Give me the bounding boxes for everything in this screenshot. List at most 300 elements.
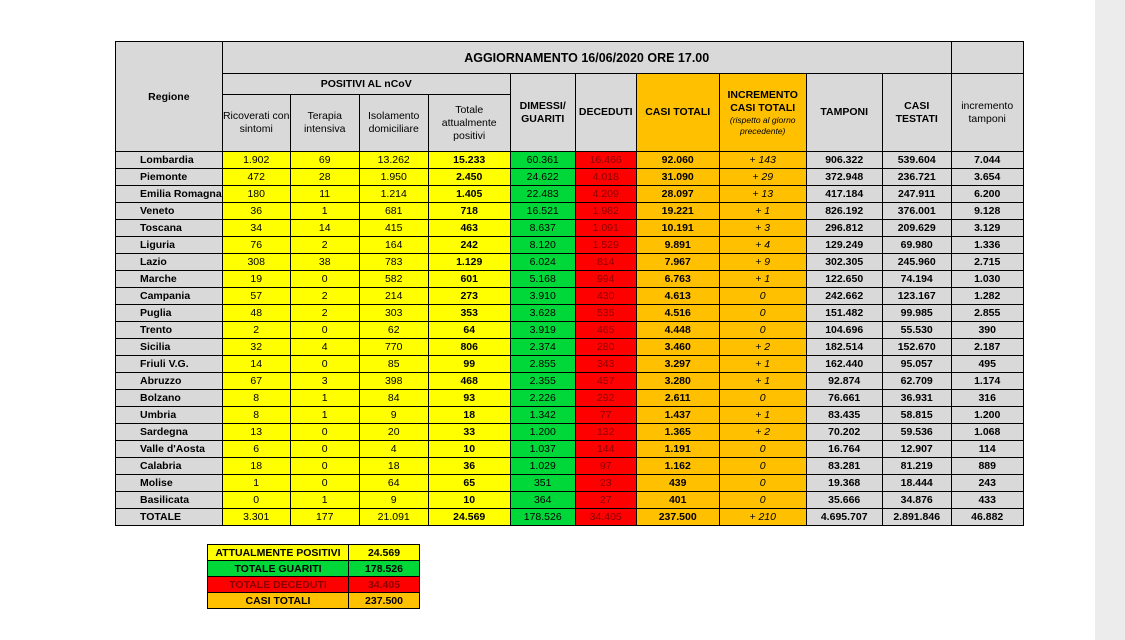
table-row	[116, 441, 1024, 458]
cell-isolamento: 582	[359, 271, 428, 288]
table-row	[116, 492, 1024, 509]
cell-regione: Lombardia	[116, 152, 223, 169]
table-row	[116, 271, 1024, 288]
cell-inc-tamponi: 390	[951, 322, 1023, 339]
cell-inc-tamponi: 1.200	[951, 407, 1023, 424]
summary-row	[208, 561, 420, 577]
cell-regione: Valle d'Aosta	[116, 441, 223, 458]
cell-casi: 439	[636, 475, 719, 492]
cell-casi: 7.967	[636, 254, 719, 271]
summary-table	[207, 544, 420, 609]
cell-totale: 33	[428, 424, 510, 441]
cell-totale: 18	[428, 407, 510, 424]
cell-dimessi: 2.374	[510, 339, 575, 356]
cell-ricoverati: 472	[222, 169, 290, 186]
cell-testati: 59.536	[882, 424, 951, 441]
cell-testati: 58.815	[882, 407, 951, 424]
cell-incremento: 0	[719, 458, 806, 475]
cell-regione: Marche	[116, 271, 223, 288]
cell-tamponi: 16.764	[806, 441, 882, 458]
cell-totale: 10	[428, 441, 510, 458]
cell-regione: Sicilia	[116, 339, 223, 356]
cell-isolamento: 770	[359, 339, 428, 356]
cell-terapia: 3	[290, 373, 359, 390]
cell-tamponi: 302.305	[806, 254, 882, 271]
cell-totale: 15.233	[428, 152, 510, 169]
header-isolamento: Isolamento domiciliare	[359, 95, 428, 152]
cell-terapia: 1	[290, 390, 359, 407]
cell-testati: 62.709	[882, 373, 951, 390]
cell-isolamento: 62	[359, 322, 428, 339]
table-row	[116, 339, 1024, 356]
cell-totale: 99	[428, 356, 510, 373]
header-ricoverati: Ricoverati con sintomi	[222, 95, 290, 152]
cell-tamponi: 826.192	[806, 203, 882, 220]
cell-isolamento: 398	[359, 373, 428, 390]
cell-deceduti: 23	[575, 475, 636, 492]
table-row	[116, 356, 1024, 373]
cell-regione: Sardegna	[116, 424, 223, 441]
cell-incremento: 0	[719, 441, 806, 458]
cell-terapia: 177	[290, 509, 359, 526]
table-row	[116, 152, 1024, 169]
cell-casi: 3.297	[636, 356, 719, 373]
table-row	[116, 373, 1024, 390]
cell-ricoverati: 32	[222, 339, 290, 356]
cell-deceduti: 4.018	[575, 169, 636, 186]
cell-dimessi: 6.024	[510, 254, 575, 271]
cell-casi: 1.162	[636, 458, 719, 475]
summary-row	[208, 545, 420, 561]
header-regione: Regione	[116, 42, 223, 152]
cell-isolamento: 13.262	[359, 152, 428, 169]
table-row	[116, 390, 1024, 407]
cell-totale: 242	[428, 237, 510, 254]
cell-inc-tamponi: 433	[951, 492, 1023, 509]
cell-incremento: 0	[719, 288, 806, 305]
cell-dimessi: 178.526	[510, 509, 575, 526]
cell-ricoverati: 3.301	[222, 509, 290, 526]
summary-label: CASI TOTALI	[208, 593, 349, 609]
cell-incremento: + 13	[719, 186, 806, 203]
cell-incremento: + 1	[719, 373, 806, 390]
cell-regione: Emilia Romagna	[116, 186, 223, 203]
cell-ricoverati: 18	[222, 458, 290, 475]
cell-testati: 69.980	[882, 237, 951, 254]
cell-isolamento: 64	[359, 475, 428, 492]
cell-casi: 1.437	[636, 407, 719, 424]
header-casi-testati: CASI TESTATI	[882, 74, 951, 152]
cell-regione: Puglia	[116, 305, 223, 322]
cell-regione: Bolzano	[116, 390, 223, 407]
table-row	[116, 305, 1024, 322]
cell-casi: 3.280	[636, 373, 719, 390]
cell-inc-tamponi: 2.715	[951, 254, 1023, 271]
cell-tamponi: 4.695.707	[806, 509, 882, 526]
cell-incremento: + 1	[719, 271, 806, 288]
cell-ricoverati: 0	[222, 492, 290, 509]
cell-inc-tamponi: 1.174	[951, 373, 1023, 390]
totale-row	[116, 509, 1024, 526]
cell-dimessi: 60.361	[510, 152, 575, 169]
header-totale-positivi: Totale attualmente positivi	[428, 95, 510, 152]
cell-inc-tamponi: 889	[951, 458, 1023, 475]
cell-ricoverati: 34	[222, 220, 290, 237]
cell-terapia: 0	[290, 271, 359, 288]
cell-testati: 36.931	[882, 390, 951, 407]
cell-dimessi: 5.168	[510, 271, 575, 288]
cell-regione: Toscana	[116, 220, 223, 237]
header-incremento	[719, 74, 806, 152]
cell-incremento: + 9	[719, 254, 806, 271]
cell-totale: 64	[428, 322, 510, 339]
cell-regione: Lazio	[116, 254, 223, 271]
cell-inc-tamponi: 1.068	[951, 424, 1023, 441]
cell-ricoverati: 67	[222, 373, 290, 390]
cell-ricoverati: 8	[222, 390, 290, 407]
cell-inc-tamponi: 243	[951, 475, 1023, 492]
cell-dimessi: 3.910	[510, 288, 575, 305]
cell-ricoverati: 308	[222, 254, 290, 271]
cell-inc-tamponi: 495	[951, 356, 1023, 373]
table-row	[116, 407, 1024, 424]
cell-isolamento: 21.091	[359, 509, 428, 526]
cell-tamponi: 76.661	[806, 390, 882, 407]
cell-casi: 10.191	[636, 220, 719, 237]
cell-terapia: 0	[290, 424, 359, 441]
table-row	[116, 424, 1024, 441]
cell-deceduti: 994	[575, 271, 636, 288]
cell-dimessi: 351	[510, 475, 575, 492]
cell-testati: 209.629	[882, 220, 951, 237]
cell-casi: 92.060	[636, 152, 719, 169]
cell-testati: 247.911	[882, 186, 951, 203]
cell-terapia: 0	[290, 441, 359, 458]
cell-regione: Umbria	[116, 407, 223, 424]
cell-testati: 95.057	[882, 356, 951, 373]
cell-testati: 55.530	[882, 322, 951, 339]
cell-terapia: 0	[290, 322, 359, 339]
cell-dimessi: 16.521	[510, 203, 575, 220]
cell-incremento: 0	[719, 305, 806, 322]
cell-ricoverati: 2	[222, 322, 290, 339]
cell-casi: 4.613	[636, 288, 719, 305]
cell-ricoverati: 36	[222, 203, 290, 220]
cell-casi: 6.763	[636, 271, 719, 288]
cell-terapia: 4	[290, 339, 359, 356]
cell-deceduti: 77	[575, 407, 636, 424]
cell-deceduti: 16.466	[575, 152, 636, 169]
cell-casi: 4.448	[636, 322, 719, 339]
table-row	[116, 254, 1024, 271]
cell-isolamento: 303	[359, 305, 428, 322]
cell-testati: 123.167	[882, 288, 951, 305]
header-positivi: POSITIVI AL nCoV	[222, 74, 510, 95]
cell-regione: Basilicata	[116, 492, 223, 509]
cell-isolamento: 783	[359, 254, 428, 271]
covid-data-table	[115, 41, 1024, 526]
cell-ricoverati: 6	[222, 441, 290, 458]
cell-terapia: 69	[290, 152, 359, 169]
cell-totale: 468	[428, 373, 510, 390]
cell-totale: 93	[428, 390, 510, 407]
cell-testati: 245.960	[882, 254, 951, 271]
cell-deceduti: 1.091	[575, 220, 636, 237]
cell-incremento: + 1	[719, 356, 806, 373]
summary-row	[208, 577, 420, 593]
table-row	[116, 237, 1024, 254]
cell-dimessi: 2.855	[510, 356, 575, 373]
cell-deceduti: 34.405	[575, 509, 636, 526]
cell-terapia: 2	[290, 305, 359, 322]
cell-deceduti: 280	[575, 339, 636, 356]
table-row	[116, 220, 1024, 237]
header-incremento-note: (rispetto al giorno precedente)	[729, 114, 796, 136]
cell-deceduti: 27	[575, 492, 636, 509]
cell-ricoverati: 13	[222, 424, 290, 441]
header-terapia: Terapia intensiva	[290, 95, 359, 152]
cell-dimessi: 2.355	[510, 373, 575, 390]
cell-regione: Molise	[116, 475, 223, 492]
cell-totale: 24.569	[428, 509, 510, 526]
cell-tamponi: 104.696	[806, 322, 882, 339]
cell-dimessi: 24.622	[510, 169, 575, 186]
cell-testati: 34.876	[882, 492, 951, 509]
cell-isolamento: 1.950	[359, 169, 428, 186]
cell-incremento: + 1	[719, 203, 806, 220]
cell-deceduti: 292	[575, 390, 636, 407]
table-row	[116, 458, 1024, 475]
cell-deceduti: 430	[575, 288, 636, 305]
table-row	[116, 475, 1024, 492]
cell-dimessi: 3.919	[510, 322, 575, 339]
cell-dimessi: 1.029	[510, 458, 575, 475]
cell-isolamento: 1.214	[359, 186, 428, 203]
cell-dimessi: 22.483	[510, 186, 575, 203]
cell-tamponi: 417.184	[806, 186, 882, 203]
cell-isolamento: 84	[359, 390, 428, 407]
cell-tamponi: 83.281	[806, 458, 882, 475]
cell-dimessi: 1.037	[510, 441, 575, 458]
cell-incremento: + 1	[719, 407, 806, 424]
table-row	[116, 203, 1024, 220]
cell-ricoverati: 76	[222, 237, 290, 254]
cell-regione: Friuli V.G.	[116, 356, 223, 373]
cell-totale: 1.405	[428, 186, 510, 203]
cell-regione: Piemonte	[116, 169, 223, 186]
cell-terapia: 0	[290, 458, 359, 475]
cell-inc-tamponi: 114	[951, 441, 1023, 458]
summary-label: TOTALE DECEDUTI	[208, 577, 349, 593]
cell-isolamento: 18	[359, 458, 428, 475]
cell-incremento: 0	[719, 322, 806, 339]
background-strip	[1095, 0, 1125, 640]
cell-inc-tamponi: 316	[951, 390, 1023, 407]
cell-incremento: 0	[719, 390, 806, 407]
cell-ricoverati: 8	[222, 407, 290, 424]
cell-isolamento: 4	[359, 441, 428, 458]
cell-incremento: + 2	[719, 424, 806, 441]
cell-incremento: 0	[719, 492, 806, 509]
cell-terapia: 14	[290, 220, 359, 237]
cell-terapia: 0	[290, 475, 359, 492]
cell-testati: 18.444	[882, 475, 951, 492]
cell-terapia: 11	[290, 186, 359, 203]
cell-casi: 401	[636, 492, 719, 509]
cell-casi: 1.365	[636, 424, 719, 441]
cell-dimessi: 364	[510, 492, 575, 509]
cell-deceduti: 4.209	[575, 186, 636, 203]
cell-totale: 1.129	[428, 254, 510, 271]
cell-regione: Calabria	[116, 458, 223, 475]
cell-testati: 81.219	[882, 458, 951, 475]
cell-tamponi: 19.368	[806, 475, 882, 492]
cell-tamponi: 70.202	[806, 424, 882, 441]
cell-tamponi: 906.322	[806, 152, 882, 169]
cell-regione: Trento	[116, 322, 223, 339]
cell-tamponi: 296.812	[806, 220, 882, 237]
cell-testati: 152.670	[882, 339, 951, 356]
cell-deceduti: 814	[575, 254, 636, 271]
cell-ricoverati: 48	[222, 305, 290, 322]
cell-deceduti: 1.982	[575, 203, 636, 220]
cell-isolamento: 9	[359, 407, 428, 424]
cell-isolamento: 164	[359, 237, 428, 254]
table-body	[116, 152, 1024, 526]
cell-terapia: 38	[290, 254, 359, 271]
cell-deceduti: 1.529	[575, 237, 636, 254]
cell-terapia: 1	[290, 492, 359, 509]
cell-terapia: 2	[290, 237, 359, 254]
cell-dimessi: 8.120	[510, 237, 575, 254]
cell-incremento: + 210	[719, 509, 806, 526]
cell-dimessi: 1.200	[510, 424, 575, 441]
cell-casi: 4.516	[636, 305, 719, 322]
cell-dimessi: 2.226	[510, 390, 575, 407]
cell-tamponi: 162.440	[806, 356, 882, 373]
cell-ricoverati: 180	[222, 186, 290, 203]
cell-tamponi: 151.482	[806, 305, 882, 322]
table-row	[116, 322, 1024, 339]
cell-ricoverati: 19	[222, 271, 290, 288]
cell-testati: 539.604	[882, 152, 951, 169]
cell-ricoverati: 14	[222, 356, 290, 373]
header-dimessi: DIMESSI/ GUARITI	[510, 74, 575, 152]
cell-totale: 463	[428, 220, 510, 237]
cell-inc-tamponi: 46.882	[951, 509, 1023, 526]
cell-dimessi: 1.342	[510, 407, 575, 424]
cell-incremento: + 143	[719, 152, 806, 169]
header-blank	[951, 42, 1023, 74]
cell-tamponi: 92.874	[806, 373, 882, 390]
cell-totale: 273	[428, 288, 510, 305]
summary-label: ATTUALMENTE POSITIVI	[208, 545, 349, 561]
cell-dimessi: 8.637	[510, 220, 575, 237]
cell-terapia: 0	[290, 356, 359, 373]
cell-inc-tamponi: 1.282	[951, 288, 1023, 305]
cell-casi: 19.221	[636, 203, 719, 220]
cell-inc-tamponi: 2.855	[951, 305, 1023, 322]
cell-inc-tamponi: 2.187	[951, 339, 1023, 356]
cell-ricoverati: 57	[222, 288, 290, 305]
cell-deceduti: 343	[575, 356, 636, 373]
cell-regione: Campania	[116, 288, 223, 305]
cell-terapia: 1	[290, 203, 359, 220]
cell-incremento: + 4	[719, 237, 806, 254]
cell-totale: 806	[428, 339, 510, 356]
table-row	[116, 186, 1024, 203]
cell-inc-tamponi: 3.129	[951, 220, 1023, 237]
cell-inc-tamponi: 6.200	[951, 186, 1023, 203]
summary-value: 237.500	[349, 593, 420, 609]
cell-totale: 65	[428, 475, 510, 492]
cell-testati: 2.891.846	[882, 509, 951, 526]
cell-tamponi: 122.650	[806, 271, 882, 288]
cell-incremento: + 2	[719, 339, 806, 356]
summary-label: TOTALE GUARITI	[208, 561, 349, 577]
cell-testati: 376.001	[882, 203, 951, 220]
cell-totale: 601	[428, 271, 510, 288]
cell-testati: 12.907	[882, 441, 951, 458]
summary-value: 34.405	[349, 577, 420, 593]
cell-isolamento: 9	[359, 492, 428, 509]
cell-testati: 236.721	[882, 169, 951, 186]
cell-tamponi: 372.948	[806, 169, 882, 186]
cell-tamponi: 182.514	[806, 339, 882, 356]
cell-tamponi: 83.435	[806, 407, 882, 424]
cell-casi: 237.500	[636, 509, 719, 526]
cell-incremento: 0	[719, 475, 806, 492]
cell-deceduti: 465	[575, 322, 636, 339]
cell-casi: 28.097	[636, 186, 719, 203]
cell-isolamento: 681	[359, 203, 428, 220]
summary-value: 178.526	[349, 561, 420, 577]
cell-totale: 718	[428, 203, 510, 220]
cell-casi: 2.611	[636, 390, 719, 407]
header-casi-totali: CASI TOTALI	[636, 74, 719, 152]
header-incremento-label: INCREMENTO CASI TOTALI	[727, 88, 798, 114]
cell-regione: Veneto	[116, 203, 223, 220]
cell-regione: Abruzzo	[116, 373, 223, 390]
header-incremento-tamponi: incremento tamponi	[951, 74, 1023, 152]
cell-isolamento: 85	[359, 356, 428, 373]
cell-isolamento: 415	[359, 220, 428, 237]
header-deceduti: DECEDUTI	[575, 74, 636, 152]
cell-incremento: + 29	[719, 169, 806, 186]
cell-deceduti: 457	[575, 373, 636, 390]
cell-totale: 353	[428, 305, 510, 322]
cell-deceduti: 97	[575, 458, 636, 475]
cell-deceduti: 144	[575, 441, 636, 458]
cell-tamponi: 242.662	[806, 288, 882, 305]
cell-totale: 2.450	[428, 169, 510, 186]
summary-value: 24.569	[349, 545, 420, 561]
cell-tamponi: 129.249	[806, 237, 882, 254]
table-row	[116, 288, 1024, 305]
cell-inc-tamponi: 9.128	[951, 203, 1023, 220]
cell-terapia: 28	[290, 169, 359, 186]
cell-casi: 31.090	[636, 169, 719, 186]
cell-inc-tamponi: 1.336	[951, 237, 1023, 254]
table-row	[116, 169, 1024, 186]
cell-regione: Liguria	[116, 237, 223, 254]
cell-tamponi: 35.666	[806, 492, 882, 509]
cell-ricoverati: 1.902	[222, 152, 290, 169]
cell-dimessi: 3.628	[510, 305, 575, 322]
cell-ricoverati: 1	[222, 475, 290, 492]
cell-isolamento: 214	[359, 288, 428, 305]
cell-casi: 1.191	[636, 441, 719, 458]
